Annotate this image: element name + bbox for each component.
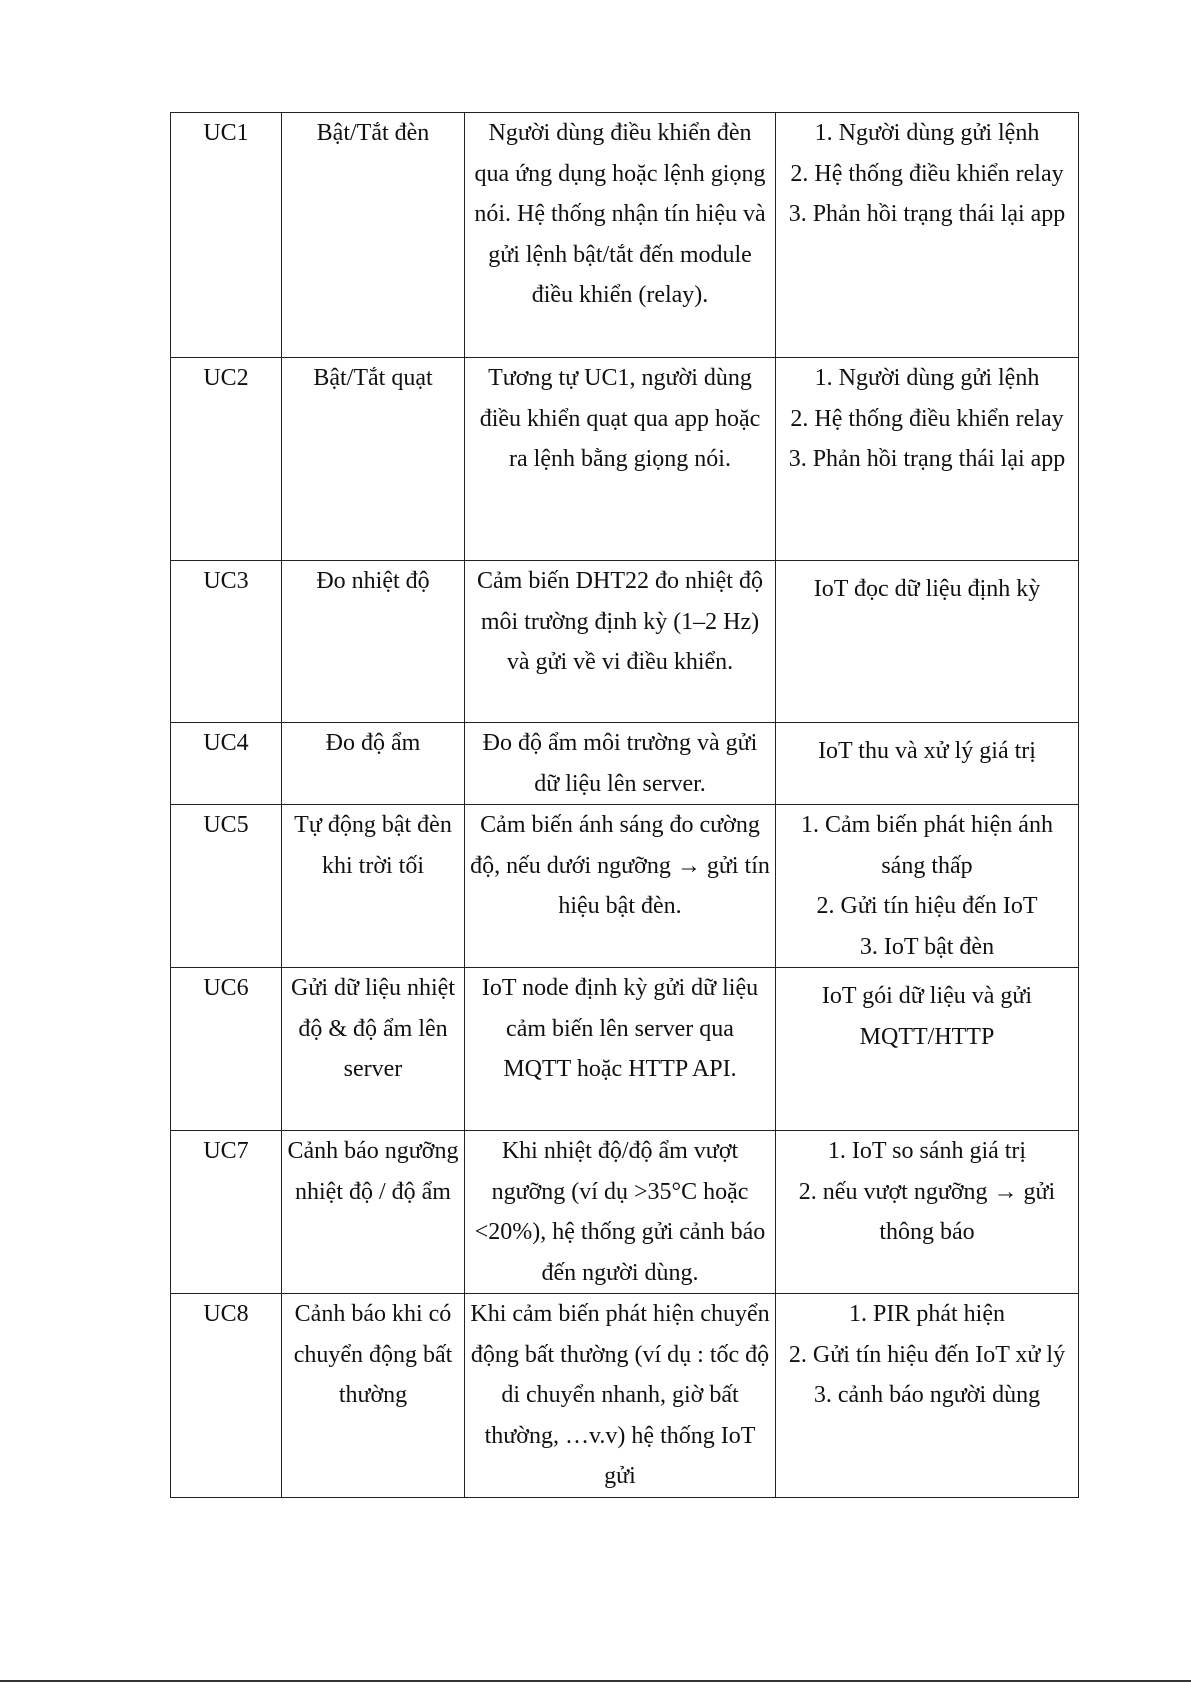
use-case-id: UC6 — [203, 975, 249, 1001]
use-case-id-cell — [171, 805, 282, 968]
use-case-description-cell — [465, 1294, 776, 1498]
flow-step: 1. PIR phát hiện — [849, 1301, 1005, 1327]
use-case-description-cell — [465, 1131, 776, 1294]
flow-step: 1. Người dùng gửi lệnh — [814, 120, 1040, 146]
use-case-flow-cell — [776, 1294, 1079, 1498]
use-case-id: UC4 — [203, 730, 249, 756]
use-case-name-cell — [282, 358, 465, 561]
use-case-description-cell — [465, 805, 776, 968]
flow-step: 1. IoT so sánh giá trị — [827, 1138, 1027, 1164]
use-case-description: Cảm biến ánh sáng đo cường độ, nếu dưới ngưỡng → gửi tín hiệu bật đèn. — [470, 812, 770, 919]
use-case-name: Bật/Tắt quạt — [313, 365, 433, 391]
use-case-id: UC1 — [203, 120, 249, 146]
table-row — [171, 561, 1079, 723]
table-row — [171, 1294, 1079, 1498]
use-case-description-cell — [465, 968, 776, 1131]
use-case-description-cell — [465, 358, 776, 561]
table-row — [171, 358, 1079, 561]
use-case-flow-cell — [776, 113, 1079, 358]
flow-step: 2. Hệ thống điều khiển relay — [790, 160, 1064, 187]
flow-step: IoT gói dữ liệu và gửi MQTT/HTTP — [821, 983, 1033, 1050]
table-row — [171, 1131, 1079, 1294]
use-case-id-cell — [171, 1294, 282, 1498]
use-case-description: Khi cảm biến phát hiện chuyển động bất thường (ví dụ : tốc độ di chuyển nhanh, giờ bất thường, …v.v) hệ thống IoT gửi — [470, 1301, 770, 1489]
use-case-flow-cell — [776, 968, 1079, 1131]
use-case-id-cell — [171, 723, 282, 805]
use-case-flow-cell — [776, 723, 1079, 805]
use-case-name-cell — [282, 1131, 465, 1294]
use-case-id: UC2 — [203, 365, 249, 391]
table-row — [171, 968, 1079, 1131]
use-case-description-cell — [465, 561, 776, 723]
use-case-description-cell — [465, 113, 776, 358]
flow-step: 2. Gửi tín hiệu đến IoT xử lý — [788, 1341, 1066, 1368]
use-case-description: IoT node định kỳ gửi dữ liệu cảm biến lên server qua MQTT hoặc HTTP API. — [481, 975, 759, 1082]
use-case-name-cell — [282, 723, 465, 805]
flow-step: 3. Phản hồi trạng thái lại app — [788, 446, 1066, 472]
use-case-flow-cell — [776, 358, 1079, 561]
flow-step: 3. Phản hồi trạng thái lại app — [788, 201, 1066, 227]
use-case-name-cell — [282, 561, 465, 723]
use-case-name: Đo nhiệt độ — [316, 568, 430, 594]
use-case-description: Tương tự UC1, người dùng điều khiển quạt qua app hoặc ra lệnh bằng giọng nói. — [479, 365, 761, 472]
flow-step: 2. Hệ thống điều khiển relay — [790, 405, 1064, 432]
use-case-name-cell — [282, 1294, 465, 1498]
use-case-id-cell — [171, 358, 282, 561]
use-case-id: UC7 — [203, 1138, 249, 1164]
use-case-name: Đo độ ẩm — [325, 730, 421, 756]
use-case-id-cell — [171, 1131, 282, 1294]
table-row — [171, 805, 1079, 968]
use-case-table — [170, 112, 1079, 1498]
use-case-id-cell — [171, 561, 282, 723]
use-case-id: UC5 — [203, 812, 249, 838]
use-case-description: Cảm biến DHT22 đo nhiệt độ môi trường định kỳ (1–2 Hz) và gửi về vi điều khiển. — [477, 568, 763, 675]
flow-step: 3. cảnh báo người dùng — [813, 1382, 1041, 1408]
use-case-description: Khi nhiệt độ/độ ẩm vượt ngưỡng (ví dụ >35°C hoặc <20%), hệ thống gửi cảnh báo đến người dùng. — [474, 1138, 766, 1286]
use-case-name: Bật/Tắt đèn — [316, 120, 430, 146]
use-case-name: Cảnh báo ngưỡng nhiệt độ / độ ẩm — [287, 1138, 459, 1205]
use-case-id: UC3 — [203, 568, 249, 594]
use-case-name-cell — [282, 113, 465, 358]
flow-step: 1. Cảm biến phát hiện ánh sáng thấp — [801, 812, 1053, 879]
use-case-description: Người dùng điều khiển đèn qua ứng dụng hoặc lệnh giọng nói. Hệ thống nhận tín hiệu và gửi lệnh bật/tắt đến module điều khiển (relay). — [474, 120, 766, 308]
use-case-name-cell — [282, 805, 465, 968]
flow-step: 2. nếu vượt ngưỡng → gửi thông báo — [798, 1178, 1056, 1245]
use-case-flow-cell — [776, 561, 1079, 723]
table-row — [171, 113, 1079, 358]
flow-step: IoT thu và xử lý giá trị — [818, 738, 1036, 764]
use-case-flow-cell — [776, 805, 1079, 968]
use-case-name-cell — [282, 968, 465, 1131]
use-case-name: Cảnh báo khi có chuyển động bất thường — [293, 1301, 453, 1408]
page-bottom-rule — [0, 1680, 1191, 1682]
table-row — [171, 723, 1079, 805]
use-case-id: UC8 — [203, 1301, 249, 1327]
flow-step: 1. Người dùng gửi lệnh — [814, 365, 1040, 391]
flow-step: 3. IoT bật đèn — [859, 933, 995, 960]
use-case-description-cell — [465, 723, 776, 805]
use-case-flow-cell — [776, 1131, 1079, 1294]
flow-step: 2. Gửi tín hiệu đến IoT — [816, 893, 1038, 919]
use-case-name: Tự động bật đèn khi trời tối — [294, 812, 452, 879]
use-case-id-cell — [171, 968, 282, 1131]
use-case-name: Gửi dữ liệu nhiệt độ & độ ẩm lên server — [291, 975, 455, 1082]
use-case-description: Đo độ ẩm môi trường và gửi dữ liệu lên server. — [482, 730, 758, 797]
flow-step: IoT đọc dữ liệu định kỳ — [813, 576, 1041, 602]
use-case-id-cell — [171, 113, 282, 358]
